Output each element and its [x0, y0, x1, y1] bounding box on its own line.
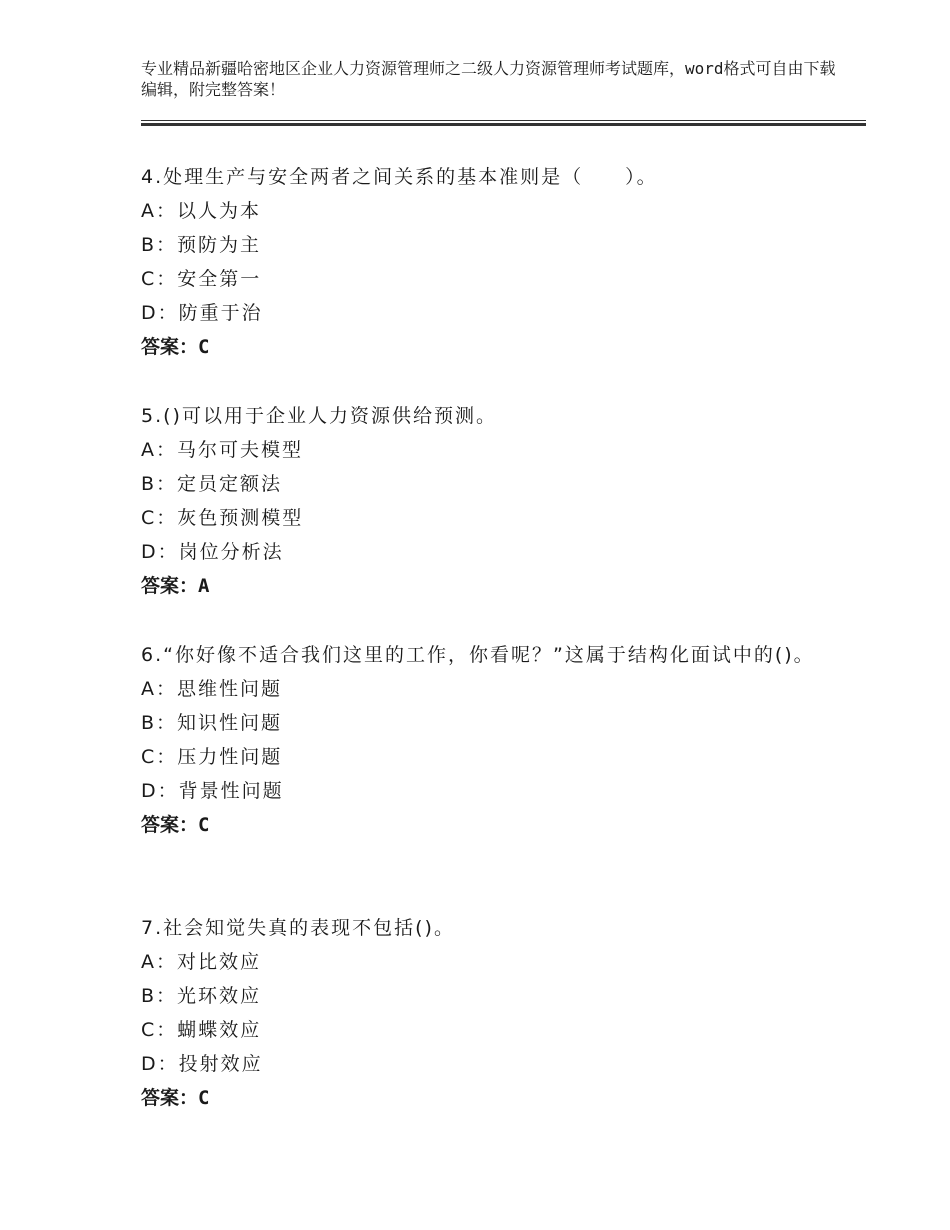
option-a: A：以人为本 — [141, 200, 261, 222]
answer-value: A — [198, 575, 210, 597]
option-b: B：知识性问题 — [141, 712, 283, 734]
option-b: B：光环效应 — [141, 985, 262, 1007]
answer-value: C — [198, 1087, 210, 1109]
answer-line — [141, 330, 831, 364]
question-4 — [141, 160, 831, 364]
option-d: D：投射效应 — [141, 1053, 263, 1075]
option-c: C：安全第一 — [141, 268, 262, 290]
option-c: C：灰色预测模型 — [141, 507, 304, 529]
option-b: B：定员定额法 — [141, 473, 283, 495]
option-a: A：对比效应 — [141, 951, 261, 973]
question-stem: 7.社会知觉失真的表现不包括()。 — [141, 917, 455, 939]
answer-line — [141, 808, 831, 842]
option-d: D：背景性问题 — [141, 780, 284, 802]
answer-value: C — [198, 336, 210, 358]
question-stem: 4.处理生产与安全两者之间关系的基本准则是（ ）。 — [141, 166, 658, 188]
question-5 — [141, 399, 831, 603]
answer-line — [141, 1081, 831, 1115]
question-6 — [141, 638, 831, 842]
option-c: C：蝴蝶效应 — [141, 1019, 262, 1041]
answer-label: 答案： — [141, 575, 199, 597]
question-stem: 6.“你好像不适合我们这里的工作，你看呢？”这属于结构化面试中的()。 — [141, 644, 815, 666]
option-b: B：预防为主 — [141, 234, 262, 256]
option-a: A：马尔可夫模型 — [141, 439, 303, 461]
option-d: D：岗位分析法 — [141, 541, 284, 563]
option-d: D：防重于治 — [141, 302, 263, 324]
document-header — [141, 58, 841, 100]
header-divider — [141, 120, 866, 126]
option-a: A：思维性问题 — [141, 678, 282, 700]
answer-value: C — [198, 814, 210, 836]
answer-label: 答案： — [141, 1087, 199, 1109]
answer-label: 答案： — [141, 814, 199, 836]
answer-line — [141, 569, 831, 603]
question-7 — [141, 911, 831, 1115]
answer-label: 答案： — [141, 336, 199, 358]
question-stem: 5.()可以用于企业人力资源供给预测。 — [141, 405, 497, 427]
document-title: 专业精品新疆哈密地区企业人力资源管理师之二级人力资源管理师考试题库，word格式可自由下载编辑，附完整答案！ — [141, 59, 836, 99]
option-c: C：压力性问题 — [141, 746, 283, 768]
